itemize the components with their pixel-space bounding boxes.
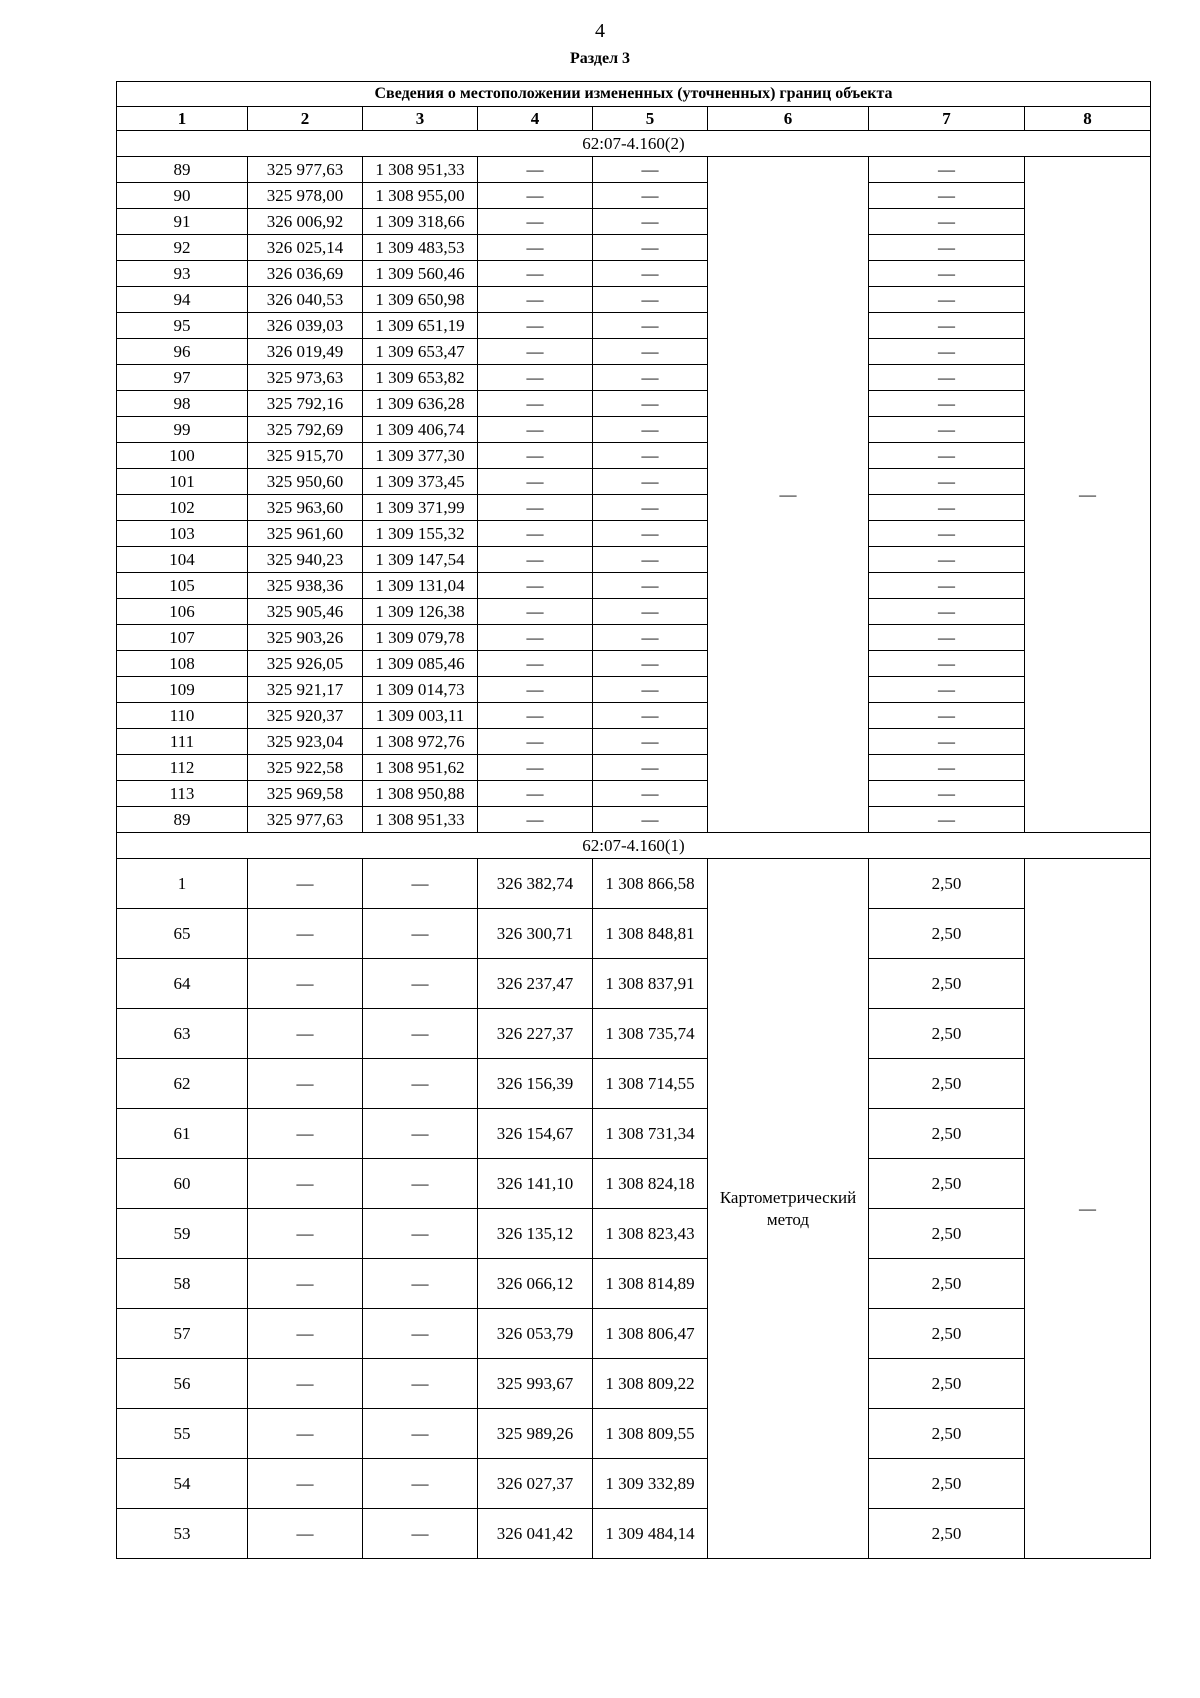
updated-x-cell: 326 237,47 <box>478 959 593 1009</box>
existing-y-cell: 1 309 126,38 <box>363 599 478 625</box>
table-row <box>117 1159 1151 1209</box>
table-row <box>117 1509 1151 1559</box>
existing-x-cell: 325 920,37 <box>248 703 363 729</box>
section-title: Раздел 3 <box>569 50 631 67</box>
accuracy-cell: — <box>869 209 1025 235</box>
table-row <box>117 1009 1151 1059</box>
existing-y-cell: 1 309 650,98 <box>363 287 478 313</box>
updated-x-cell: — <box>478 599 593 625</box>
point-number-cell: 53 <box>117 1509 248 1559</box>
point-number-cell: 111 <box>117 729 248 755</box>
existing-x-cell: 325 938,36 <box>248 573 363 599</box>
accuracy-cell: — <box>869 313 1025 339</box>
updated-x-cell: — <box>478 339 593 365</box>
point-number-cell: 54 <box>117 1459 248 1509</box>
point-number-cell: 94 <box>117 287 248 313</box>
existing-y-cell: 1 309 079,78 <box>363 625 478 651</box>
updated-y-cell: — <box>593 599 708 625</box>
table-row <box>117 1309 1151 1359</box>
accuracy-cell: 2,50 <box>869 1409 1025 1459</box>
existing-x-cell: 325 923,04 <box>248 729 363 755</box>
existing-y-cell: — <box>363 1409 478 1459</box>
existing-y-cell: 1 309 636,28 <box>363 391 478 417</box>
updated-x-cell: — <box>478 235 593 261</box>
existing-x-cell: 325 940,23 <box>248 547 363 573</box>
accuracy-cell: — <box>869 755 1025 781</box>
existing-x-cell: 325 978,00 <box>248 183 363 209</box>
table-row <box>117 287 1151 313</box>
existing-y-cell: 1 309 560,46 <box>363 261 478 287</box>
existing-y-cell: — <box>363 959 478 1009</box>
existing-y-cell: — <box>363 1309 478 1359</box>
updated-y-cell: 1 308 809,55 <box>593 1409 708 1459</box>
updated-y-cell: 1 309 332,89 <box>593 1459 708 1509</box>
existing-x-cell: 325 963,60 <box>248 495 363 521</box>
updated-y-cell: — <box>593 495 708 521</box>
existing-y-cell: 1 309 653,47 <box>363 339 478 365</box>
updated-x-cell: — <box>478 417 593 443</box>
accuracy-cell: — <box>869 703 1025 729</box>
updated-x-cell: 325 993,67 <box>478 1359 593 1409</box>
existing-x-cell: 326 039,03 <box>248 313 363 339</box>
description-cell: — <box>1025 859 1151 1559</box>
accuracy-cell: 2,50 <box>869 1109 1025 1159</box>
accuracy-cell: — <box>869 547 1025 573</box>
existing-x-cell: 325 903,26 <box>248 625 363 651</box>
updated-y-cell: — <box>593 781 708 807</box>
updated-y-cell: 1 308 823,43 <box>593 1209 708 1259</box>
updated-x-cell: 326 141,10 <box>478 1159 593 1209</box>
accuracy-cell: 2,50 <box>869 1509 1025 1559</box>
existing-x-cell: — <box>248 859 363 909</box>
existing-y-cell: — <box>363 1459 478 1509</box>
updated-y-cell: — <box>593 573 708 599</box>
updated-x-cell: — <box>478 157 593 183</box>
existing-x-cell: 326 040,53 <box>248 287 363 313</box>
updated-y-cell: — <box>593 365 708 391</box>
table-row <box>117 1209 1151 1259</box>
existing-y-cell: 1 309 147,54 <box>363 547 478 573</box>
updated-x-cell: 326 027,37 <box>478 1459 593 1509</box>
existing-x-cell: — <box>248 1009 363 1059</box>
table-title: Сведения о местоположении измененных (уточненных) границ объекта <box>117 82 1151 107</box>
table-row <box>117 599 1151 625</box>
table-row <box>117 365 1151 391</box>
table-row <box>117 391 1151 417</box>
updated-y-cell: — <box>593 313 708 339</box>
table-row <box>117 573 1151 599</box>
table-row <box>117 443 1151 469</box>
description-cell: — <box>1025 157 1151 833</box>
existing-x-cell: — <box>248 959 363 1009</box>
updated-y-cell: — <box>593 391 708 417</box>
existing-x-cell: 325 922,58 <box>248 755 363 781</box>
existing-y-cell: 1 308 955,00 <box>363 183 478 209</box>
updated-x-cell: — <box>478 625 593 651</box>
existing-y-cell: — <box>363 859 478 909</box>
existing-y-cell: 1 309 406,74 <box>363 417 478 443</box>
existing-y-cell: — <box>363 1059 478 1109</box>
existing-x-cell: — <box>248 1159 363 1209</box>
existing-x-cell: 325 977,63 <box>248 157 363 183</box>
updated-x-cell: — <box>478 781 593 807</box>
updated-x-cell: — <box>478 755 593 781</box>
point-number-cell: 57 <box>117 1309 248 1359</box>
table-row <box>117 261 1151 287</box>
column-number-7: 7 <box>869 107 1025 131</box>
point-number-cell: 97 <box>117 365 248 391</box>
existing-y-cell: 1 309 085,46 <box>363 651 478 677</box>
updated-y-cell: — <box>593 703 708 729</box>
column-number-6: 6 <box>708 107 869 131</box>
existing-x-cell: 326 025,14 <box>248 235 363 261</box>
accuracy-cell: — <box>869 625 1025 651</box>
updated-x-cell: 326 053,79 <box>478 1309 593 1359</box>
existing-y-cell: 1 309 651,19 <box>363 313 478 339</box>
table-row <box>117 1459 1151 1509</box>
column-number-4: 4 <box>478 107 593 131</box>
point-number-cell: 56 <box>117 1359 248 1409</box>
point-number-cell: 92 <box>117 235 248 261</box>
existing-y-cell: 1 309 483,53 <box>363 235 478 261</box>
accuracy-cell: — <box>869 365 1025 391</box>
updated-x-cell: — <box>478 573 593 599</box>
point-number-cell: 55 <box>117 1409 248 1459</box>
point-number-cell: 89 <box>117 807 248 833</box>
existing-y-cell: — <box>363 1509 478 1559</box>
updated-x-cell: — <box>478 183 593 209</box>
updated-y-cell: — <box>593 755 708 781</box>
existing-x-cell: — <box>248 1509 363 1559</box>
table-row <box>117 235 1151 261</box>
accuracy-cell: 2,50 <box>869 859 1025 909</box>
table-row <box>117 703 1151 729</box>
accuracy-cell: 2,50 <box>869 1359 1025 1409</box>
updated-y-cell: 1 308 731,34 <box>593 1109 708 1159</box>
existing-y-cell: 1 309 377,30 <box>363 443 478 469</box>
point-number-cell: 103 <box>117 521 248 547</box>
existing-x-cell: 326 019,49 <box>248 339 363 365</box>
existing-y-cell: — <box>363 1009 478 1059</box>
updated-x-cell: 326 154,67 <box>478 1109 593 1159</box>
table-row <box>117 729 1151 755</box>
updated-x-cell: — <box>478 287 593 313</box>
point-number-cell: 61 <box>117 1109 248 1159</box>
updated-x-cell: — <box>478 391 593 417</box>
existing-y-cell: 1 309 014,73 <box>363 677 478 703</box>
updated-y-cell: 1 309 484,14 <box>593 1509 708 1559</box>
accuracy-cell: — <box>869 573 1025 599</box>
existing-y-cell: 1 309 371,99 <box>363 495 478 521</box>
updated-y-cell: 1 308 806,47 <box>593 1309 708 1359</box>
table-row <box>117 1059 1151 1109</box>
updated-y-cell: — <box>593 443 708 469</box>
table-row <box>117 909 1151 959</box>
existing-x-cell: — <box>248 1059 363 1109</box>
updated-x-cell: — <box>478 547 593 573</box>
page-number: 4 <box>595 20 605 42</box>
existing-y-cell: — <box>363 1209 478 1259</box>
updated-x-cell: — <box>478 807 593 833</box>
updated-y-cell: — <box>593 339 708 365</box>
updated-y-cell: — <box>593 469 708 495</box>
table-row <box>117 469 1151 495</box>
column-number-5: 5 <box>593 107 708 131</box>
column-number-2: 2 <box>248 107 363 131</box>
table-row <box>117 495 1151 521</box>
updated-y-cell: — <box>593 183 708 209</box>
table-row <box>117 1359 1151 1409</box>
point-number-cell: 91 <box>117 209 248 235</box>
point-number-cell: 60 <box>117 1159 248 1209</box>
existing-x-cell: — <box>248 909 363 959</box>
accuracy-cell: — <box>869 521 1025 547</box>
accuracy-cell: 2,50 <box>869 1259 1025 1309</box>
accuracy-cell: 2,50 <box>869 959 1025 1009</box>
existing-y-cell: — <box>363 1359 478 1409</box>
point-number-cell: 110 <box>117 703 248 729</box>
existing-y-cell: — <box>363 1159 478 1209</box>
table-row <box>117 209 1151 235</box>
accuracy-cell: — <box>869 235 1025 261</box>
accuracy-cell: — <box>869 599 1025 625</box>
existing-y-cell: 1 308 951,33 <box>363 157 478 183</box>
point-number-cell: 100 <box>117 443 248 469</box>
column-number-1: 1 <box>117 107 248 131</box>
existing-y-cell: — <box>363 1109 478 1159</box>
point-number-cell: 107 <box>117 625 248 651</box>
updated-y-cell: — <box>593 261 708 287</box>
updated-y-cell: — <box>593 677 708 703</box>
accuracy-cell: — <box>869 469 1025 495</box>
existing-x-cell: 325 977,63 <box>248 807 363 833</box>
accuracy-cell: — <box>869 287 1025 313</box>
point-number-cell: 63 <box>117 1009 248 1059</box>
point-number-cell: 89 <box>117 157 248 183</box>
existing-x-cell: 325 792,16 <box>248 391 363 417</box>
point-number-cell: 98 <box>117 391 248 417</box>
accuracy-cell: — <box>869 183 1025 209</box>
accuracy-cell: 2,50 <box>869 1009 1025 1059</box>
existing-x-cell: — <box>248 1259 363 1309</box>
table-row <box>117 417 1151 443</box>
accuracy-cell: — <box>869 261 1025 287</box>
point-number-cell: 96 <box>117 339 248 365</box>
existing-y-cell: 1 309 155,32 <box>363 521 478 547</box>
accuracy-cell: — <box>869 677 1025 703</box>
method-cell: Картометрический метод <box>708 859 869 1559</box>
updated-y-cell: 1 308 814,89 <box>593 1259 708 1309</box>
existing-x-cell: — <box>248 1459 363 1509</box>
updated-y-cell: 1 308 837,91 <box>593 959 708 1009</box>
updated-x-cell: 326 300,71 <box>478 909 593 959</box>
existing-y-cell: 1 308 951,62 <box>363 755 478 781</box>
table-row <box>117 959 1151 1009</box>
accuracy-cell: 2,50 <box>869 909 1025 959</box>
table-row <box>117 183 1151 209</box>
existing-x-cell: — <box>248 1359 363 1409</box>
updated-x-cell: — <box>478 495 593 521</box>
accuracy-cell: — <box>869 443 1025 469</box>
existing-y-cell: 1 308 951,33 <box>363 807 478 833</box>
updated-y-cell: — <box>593 807 708 833</box>
updated-x-cell: — <box>478 261 593 287</box>
accuracy-cell: — <box>869 495 1025 521</box>
column-number-8: 8 <box>1025 107 1151 131</box>
updated-x-cell: — <box>478 469 593 495</box>
existing-x-cell: 325 921,17 <box>248 677 363 703</box>
updated-x-cell: 326 041,42 <box>478 1509 593 1559</box>
table-row <box>117 859 1151 909</box>
existing-y-cell: 1 309 003,11 <box>363 703 478 729</box>
point-number-cell: 90 <box>117 183 248 209</box>
point-number-cell: 108 <box>117 651 248 677</box>
accuracy-cell: — <box>869 391 1025 417</box>
updated-y-cell: — <box>593 651 708 677</box>
accuracy-cell: 2,50 <box>869 1159 1025 1209</box>
accuracy-cell: 2,50 <box>869 1209 1025 1259</box>
point-number-cell: 102 <box>117 495 248 521</box>
updated-x-cell: — <box>478 443 593 469</box>
point-number-cell: 109 <box>117 677 248 703</box>
point-number-cell: 99 <box>117 417 248 443</box>
accuracy-cell: — <box>869 781 1025 807</box>
column-number-3: 3 <box>363 107 478 131</box>
accuracy-cell: 2,50 <box>869 1059 1025 1109</box>
existing-x-cell: 326 036,69 <box>248 261 363 287</box>
point-number-cell: 58 <box>117 1259 248 1309</box>
updated-x-cell: — <box>478 651 593 677</box>
updated-x-cell: 326 156,39 <box>478 1059 593 1109</box>
updated-x-cell: — <box>478 365 593 391</box>
point-number-cell: 101 <box>117 469 248 495</box>
group-label: 62:07-4.160(2) <box>117 131 1151 157</box>
updated-x-cell: — <box>478 729 593 755</box>
point-number-cell: 112 <box>117 755 248 781</box>
accuracy-cell: — <box>869 157 1025 183</box>
existing-x-cell: — <box>248 1309 363 1359</box>
accuracy-cell: — <box>869 729 1025 755</box>
updated-x-cell: — <box>478 703 593 729</box>
updated-y-cell: — <box>593 729 708 755</box>
point-number-cell: 106 <box>117 599 248 625</box>
existing-y-cell: 1 309 373,45 <box>363 469 478 495</box>
point-number-cell: 95 <box>117 313 248 339</box>
updated-y-cell: — <box>593 287 708 313</box>
table-row <box>117 547 1151 573</box>
point-number-cell: 64 <box>117 959 248 1009</box>
existing-x-cell: 325 792,69 <box>248 417 363 443</box>
updated-x-cell: — <box>478 521 593 547</box>
existing-x-cell: 325 905,46 <box>248 599 363 625</box>
table-row <box>117 1259 1151 1309</box>
accuracy-cell: 2,50 <box>869 1309 1025 1359</box>
updated-x-cell: 326 135,12 <box>478 1209 593 1259</box>
existing-x-cell: 325 961,60 <box>248 521 363 547</box>
updated-x-cell: 326 382,74 <box>478 859 593 909</box>
updated-y-cell: — <box>593 157 708 183</box>
table-row <box>117 807 1151 833</box>
point-number-cell: 59 <box>117 1209 248 1259</box>
existing-x-cell: — <box>248 1209 363 1259</box>
point-number-cell: 105 <box>117 573 248 599</box>
table-row <box>117 313 1151 339</box>
updated-y-cell: — <box>593 521 708 547</box>
updated-y-cell: — <box>593 209 708 235</box>
point-number-cell: 62 <box>117 1059 248 1109</box>
table-row <box>117 625 1151 651</box>
updated-x-cell: — <box>478 209 593 235</box>
table-row <box>117 521 1151 547</box>
existing-y-cell: 1 308 950,88 <box>363 781 478 807</box>
accuracy-cell: — <box>869 807 1025 833</box>
point-number-cell: 93 <box>117 261 248 287</box>
boundary-coordinates-table <box>116 81 1151 1559</box>
table-row <box>117 1409 1151 1459</box>
table-row <box>117 755 1151 781</box>
existing-x-cell: 325 915,70 <box>248 443 363 469</box>
accuracy-cell: — <box>869 417 1025 443</box>
table-row <box>117 781 1151 807</box>
updated-y-cell: — <box>593 235 708 261</box>
updated-y-cell: 1 308 809,22 <box>593 1359 708 1409</box>
point-number-cell: 104 <box>117 547 248 573</box>
accuracy-cell: — <box>869 651 1025 677</box>
updated-x-cell: 325 989,26 <box>478 1409 593 1459</box>
updated-y-cell: 1 308 735,74 <box>593 1009 708 1059</box>
existing-x-cell: — <box>248 1109 363 1159</box>
existing-y-cell: — <box>363 1259 478 1309</box>
table-row <box>117 677 1151 703</box>
existing-y-cell: — <box>363 909 478 959</box>
updated-x-cell: — <box>478 677 593 703</box>
existing-x-cell: — <box>248 1409 363 1459</box>
method-cell: — <box>708 157 869 833</box>
table-row <box>117 157 1151 183</box>
point-number-cell: 65 <box>117 909 248 959</box>
existing-y-cell: 1 309 318,66 <box>363 209 478 235</box>
updated-y-cell: 1 308 848,81 <box>593 909 708 959</box>
updated-x-cell: 326 066,12 <box>478 1259 593 1309</box>
accuracy-cell: — <box>869 339 1025 365</box>
updated-y-cell: 1 308 714,55 <box>593 1059 708 1109</box>
existing-x-cell: 325 950,60 <box>248 469 363 495</box>
updated-y-cell: — <box>593 547 708 573</box>
existing-y-cell: 1 308 972,76 <box>363 729 478 755</box>
updated-y-cell: 1 308 824,18 <box>593 1159 708 1209</box>
existing-y-cell: 1 309 653,82 <box>363 365 478 391</box>
updated-y-cell: — <box>593 625 708 651</box>
updated-x-cell: 326 227,37 <box>478 1009 593 1059</box>
existing-x-cell: 326 006,92 <box>248 209 363 235</box>
updated-y-cell: — <box>593 417 708 443</box>
point-number-cell: 1 <box>117 859 248 909</box>
accuracy-cell: 2,50 <box>869 1459 1025 1509</box>
updated-x-cell: — <box>478 313 593 339</box>
table-row <box>117 1109 1151 1159</box>
table-row <box>117 651 1151 677</box>
point-number-cell: 113 <box>117 781 248 807</box>
existing-y-cell: 1 309 131,04 <box>363 573 478 599</box>
group-label: 62:07-4.160(1) <box>117 833 1151 859</box>
existing-x-cell: 325 969,58 <box>248 781 363 807</box>
table-row <box>117 339 1151 365</box>
updated-y-cell: 1 308 866,58 <box>593 859 708 909</box>
existing-x-cell: 325 973,63 <box>248 365 363 391</box>
existing-x-cell: 325 926,05 <box>248 651 363 677</box>
